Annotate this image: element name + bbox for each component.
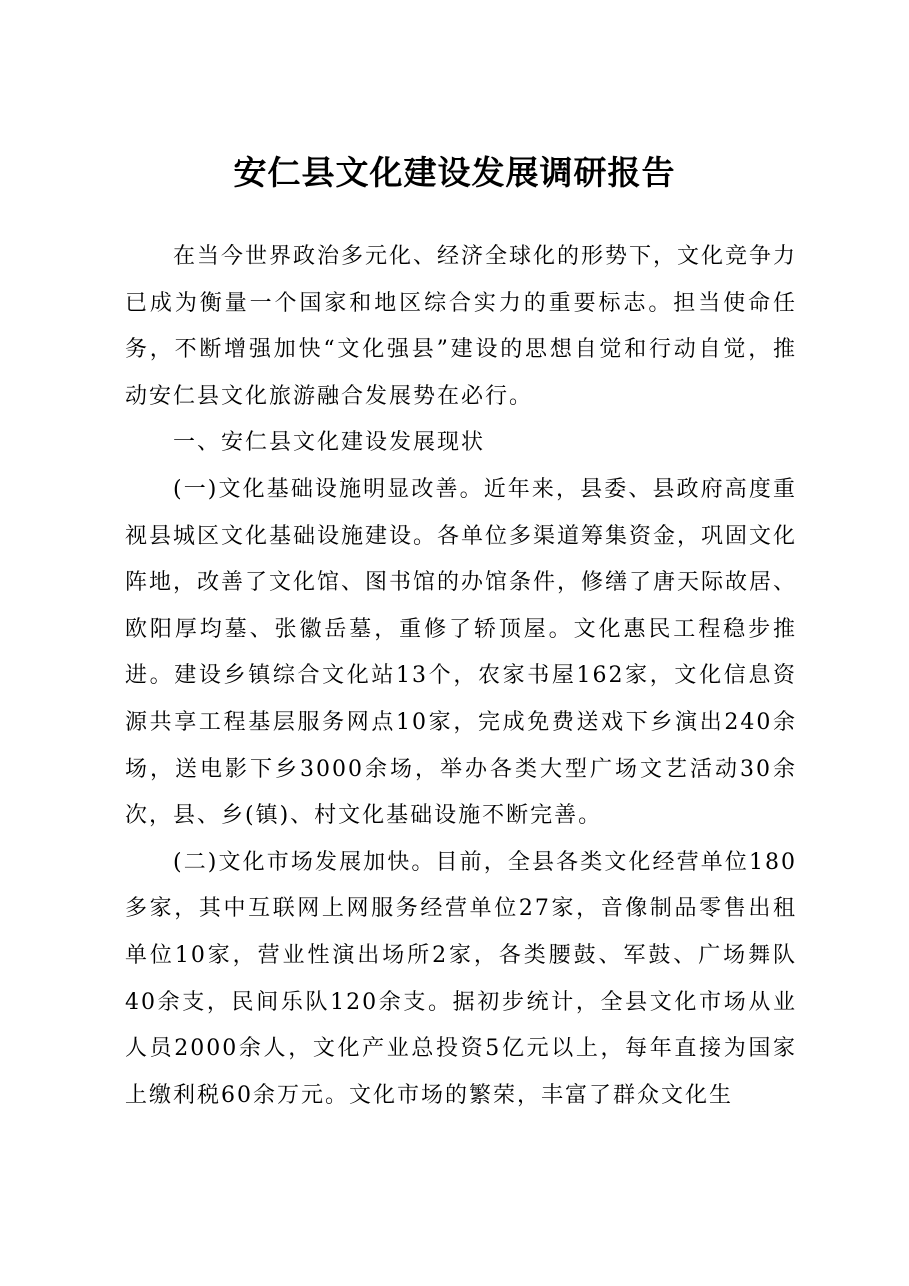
subsection-paragraph-2: (二)文化市场发展加快。目前，全县各类文化经营单位180多家，其中互联网上网服务经营单位27家，音像制品零售出租单位10家，营业性演出场所2家，各类腰鼓、军鼓、广场舞队40余支，民间乐队120余支。据初步统计，全县文化市场从业人员2000余人，文化产业总投资5亿元以上，每年直接为国家上缴利税60余万元。文化市场的繁荣，丰富了群众文化生: [125, 849, 797, 1108]
document-body: [125, 234, 797, 1119]
document-title: 安仁县文化建设发展调研报告: [233, 153, 676, 192]
section-heading: 一、安仁县文化建设发展现状: [173, 430, 486, 456]
subsection-paragraph-1: (一)文化基础设施明显改善。近年来，县委、县政府高度重视县城区文化基础设施建设。各单位多渠道筹集资金，巩固文化阵地，改善了文化馆、图书馆的办馆条件，修缮了唐天际故居、欧阳厚均墓、张徽岳墓，重修了轿顶屋。文化惠民工程稳步推进。建设乡镇综合文化站13个，农家书屋162家，文化信息资源共享工程基层服务网点10家，完成免费送戏下乡演出240余场，送电影下乡3000余场，举办各类大型广场文艺活动30余次，县、乡(镇)、村文化基础设施不断完善。: [125, 476, 798, 829]
intro-paragraph: 在当今世界政治多元化、经济全球化的形势下，文化竞争力已成为衡量一个国家和地区综合实力的重要标志。担当使命任务，不断增强加快“文化强县”建设的思想自觉和行动自觉，推动安仁县文化旅游融合发展势在必行。: [125, 244, 798, 409]
